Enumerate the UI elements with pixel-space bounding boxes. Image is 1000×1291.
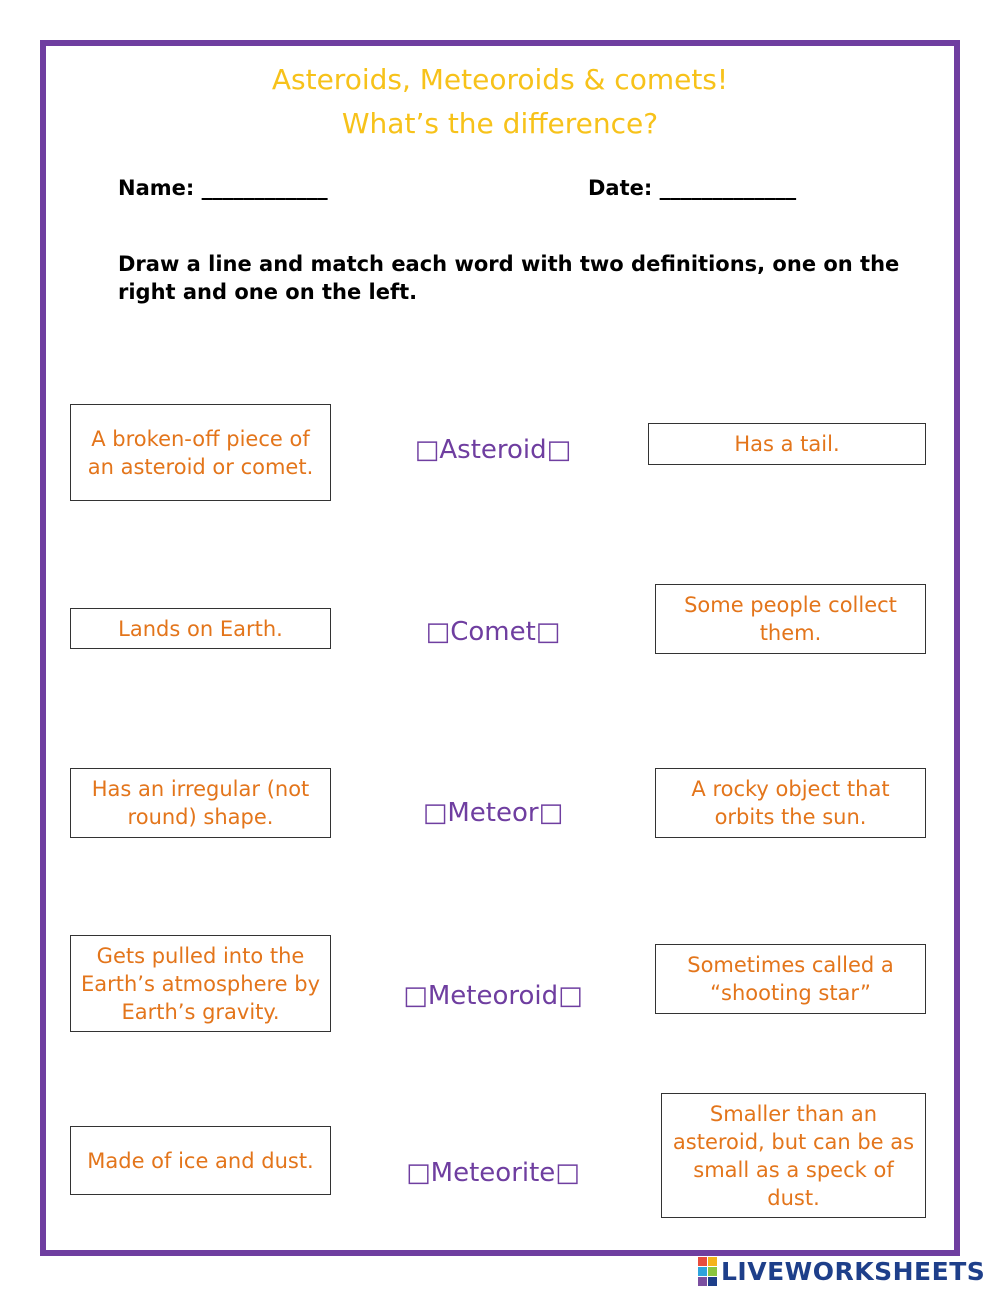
left-definition-1[interactable]: A broken-off piece of an asteroid or comet. <box>70 404 331 501</box>
word-asteroid[interactable]: □Asteroid□ <box>414 435 572 465</box>
name-field[interactable]: Name: ____________ <box>118 176 328 200</box>
left-definition-2[interactable]: Lands on Earth. <box>70 608 331 649</box>
left-definition-3[interactable]: Has an irregular (not round) shape. <box>70 768 331 838</box>
logo-blocks-icon <box>698 1257 717 1286</box>
title-line-2: What’s the difference? <box>341 107 659 140</box>
word-meteor[interactable]: □Meteor□ <box>422 798 564 828</box>
word-meteorite[interactable]: □Meteorite□ <box>406 1158 580 1188</box>
right-definition-4[interactable]: Sometimes called a “shooting star” <box>655 944 926 1014</box>
date-field[interactable]: Date: _____________ <box>588 176 797 200</box>
instructions: Draw a line and match each word with two definitions, one on the right and one on the left. <box>118 252 900 304</box>
right-definition-3[interactable]: A rocky object that orbits the sun. <box>655 768 926 838</box>
right-definition-1[interactable]: Has a tail. <box>648 423 926 465</box>
left-definition-4[interactable]: Gets pulled into the Earth’s atmosphere by Earth’s gravity. <box>70 935 331 1032</box>
word-comet[interactable]: □Comet□ <box>425 617 561 647</box>
word-meteoroid[interactable]: □Meteoroid□ <box>403 981 583 1011</box>
right-definition-5[interactable]: Smaller than an asteroid, but can be as small as a speck of dust. <box>661 1093 926 1218</box>
logo-text: LIVEWORKSHEETS <box>721 1256 986 1286</box>
left-definition-5[interactable]: Made of ice and dust. <box>70 1126 331 1195</box>
title-line-1: Asteroids, Meteoroids & comets! <box>271 63 729 96</box>
liveworksheets-logo <box>698 1256 985 1286</box>
right-definition-2[interactable]: Some people collect them. <box>655 584 926 654</box>
